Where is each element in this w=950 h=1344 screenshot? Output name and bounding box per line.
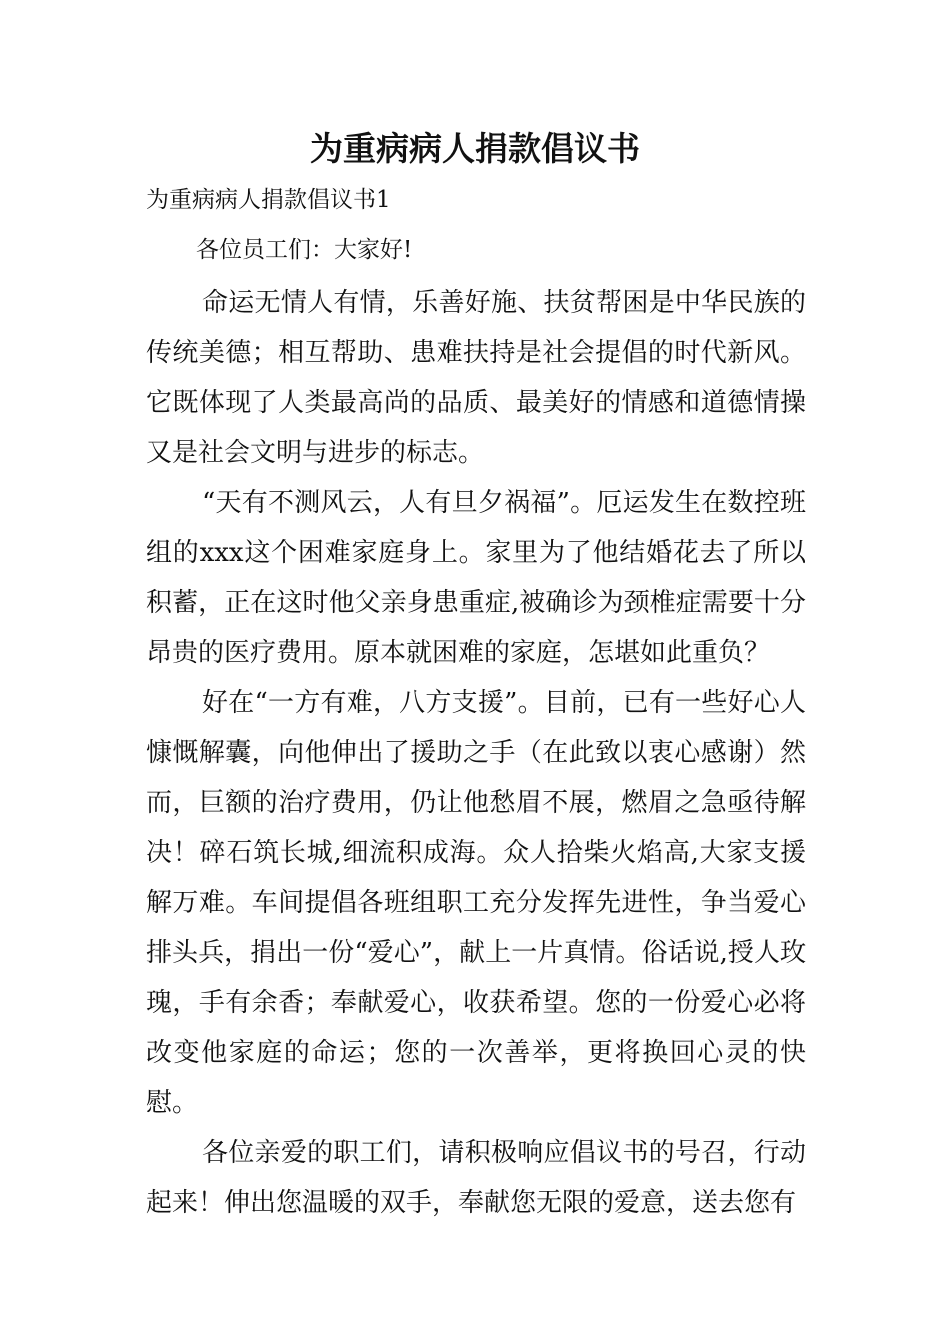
document-subtitle: 为重病病人捐款倡议书1 [146,187,391,213]
paragraph-1: 命运无情人有情，乐善好施、扶贫帮困是中华民族的传统美德；相互帮助、患难扶持是社会提倡的时代新风。它既体现了人类最高尚的品质、最美好的情感和道德情操又是社会文明与进步的标志。 [146,288,806,468]
document-body [146,230,806,1228]
greeting: 各位员工们：大家好! [196,237,413,263]
paragraph-2: “天有不测风云，人有旦夕祸福”。厄运发生在数控班组的xxx这个困难家庭身上。家里为了他结婚花去了所以积蓄，正在这时他父亲身患重症,被确诊为颈椎症需要十分昂贵的医疗费用。原本就困难的家庭，怎堪如此重负？ [146,488,806,668]
paragraph-4: 各位亲爱的职工们，请积极响应倡议书的号召，行动起来！伸出您温暖的双手，奉献您无限的爱意，送去您有 [146,1138,806,1218]
document-title: 为重病病人捐款倡议书 [310,129,640,168]
paragraph-3: 好在“一方有难，八方支援”。目前，已有一些好心人慷慨解囊，向他伸出了援助之手（在此致以衷心感谢）然而，巨额的治疗费用，仍让他愁眉不展，燃眉之急亟待解决！碎石筑长城,细流积成海。众人拾柴火焰高,大家支援解万难。车间提倡各班组职工充分发挥先进性，争当爱心排头兵，捐出一份“爱心”，献上一片真情。俗话说,授人玫瑰，手有余香；奉献爱心，收获希望。您的一份爱心必将改变他家庭的命运；您的一次善举，更将换回心灵的快慰。 [146,688,806,1118]
